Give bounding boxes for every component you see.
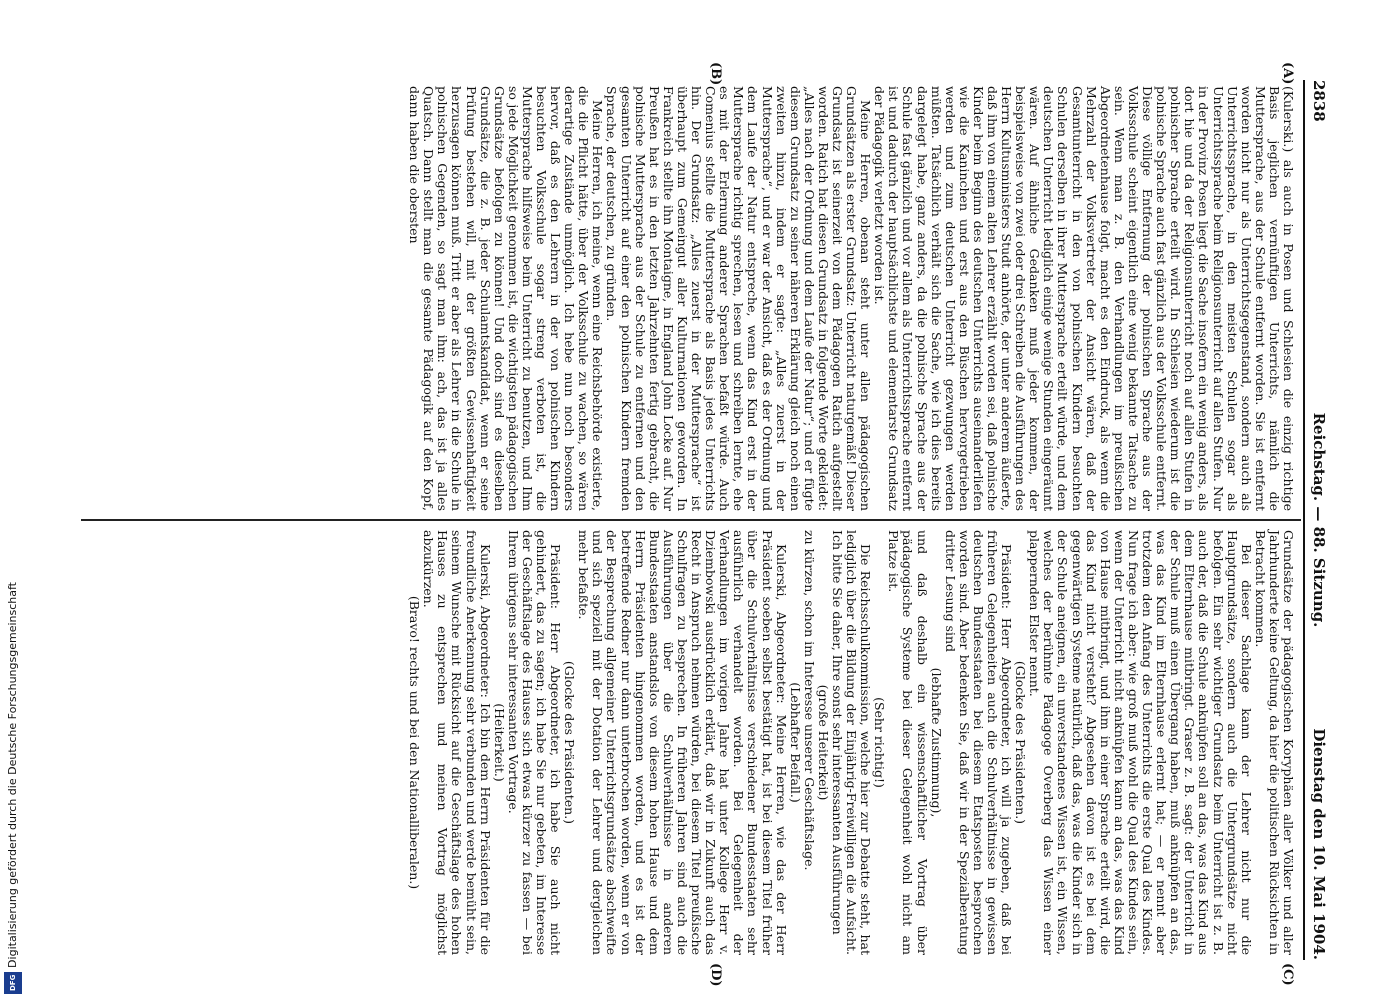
dfg-logo: DFG [4,972,22,994]
page-number: 2838 [1310,80,1328,122]
funding-footer [4,4,26,994]
funding-notice: Digitalisierung gefördert durch die Deutsche Forschungsgemeinschaft [6,582,19,968]
stage-direction: (lebhafte Zustimmung), [928,667,944,818]
margin-marker-d: (D) [708,963,723,987]
stage-direction: (Heiterkeit.) [491,703,507,782]
stage-direction: (Glocke des Präsidenten.) [1013,660,1029,825]
paragraph: (Kulerski.) als auch in Posen und Schlesien die einzig richtige Basis jeglichen vernünftigen Unterrichts, nämlich die Muttersprache, aus der Schule entfernt worden. Sie ist entfernt worden nicht nur als Unterrichtsgegenstand, sondern auch als Unterrichtssprache, in den meisten Schulen sogar als Unterrichtssprache beim Religionsunterricht auf allen Stufen. Nur in der Provinz Posen liegt die Sache insofern ein wenig anders, als dort hie und da der Religionsunterricht noch auf allen Stufen in polnischer Sprache erteilt wird. In Schlesien wiederum ist die polnische Sprache auch fast gänzlich aus der Volksschule entfernt. Diese völlige Entfernung der polnischen Sprache aus der Volksschule scheint eigentlich eine wenig bekannte Tatsache zu sein. Wenn man z. B. den Verhandlungen im preußischen Abgeordnetenhause folgt, macht es den Eindruck, als wenn die Mehrzahl der Volksvertreter der Ansicht wären, daß der Gesamtunterricht in den von polnischen Kindern besuchten Schulen derselben in ihrer Muttersprache erteilt würde, und dem deutschen Unterricht lediglich einige wenige Stunden eingeräumt wären. Auf ähnliche Gedanken muß jeder kommen, der beispielsweise von zwei oder drei Schreiben die Ausführungen des Herrn Kultusministers Studt anhörte, der unter anderem äußerte, daß ihm von einem alten Lehrer erzählt worden sei, daß polnische Kinder beim Beginn des deutschen Unterrichts auseinanderliefen wie die Kaninchen und erst aus den Büschen hervorgetrieben werden und zum deutschen Unterricht gezwungen werden müßten. Tatsächlich verhält sich die Sache, wie ich dies bereits dargelegt habe, ganz anders, da die polnische Sprache aus der Schule fast gänzlich und vor allem als Unterrichtssprache entfernt ist und dadurch der hauptsächlichste und elementarste Grundsatz der Pädagogik verletzt worden ist. [872,86,1296,511]
session-date: Dienstag den 10. Mai 1904. [1310,728,1328,960]
right-column [407,530,1295,955]
margin-marker-c: (C) [1280,963,1295,986]
stage-direction: (Glocke des Präsidenten.) [562,660,578,825]
paragraph: Meine Herren, obenan steht unter allen pädagogischen Grundsätzen als erster Grundsatz: Unterricht naturgemäß! Dieser Grundsatz ist seinerzeit von dem Pädagogen Ratich aufgestellt worden. Ratich hat diesen Grundsatz in folgende Worte gekleidet: „Alles nach der Ordnung und dem Laufe der Natur“; und er fügte diesem Grundsatz zu seiner näheren Erklärung gleich noch einen zweiten hinzu, indem er sagte: „Alles zuerst in der Muttersprache“, und er war der Ansicht, daß es der Ordnung und dem Laufe der Natur entspreche, wenn das Kind erst in der Muttersprache richtig sprechen, lesen und schreiben lernte, ehe es mit der Erlernung anderer Sprachen befaßt würde. Auch Comenius stellte die Muttersprache als Basis jedes Unterrichts hin. Der Grundsatz: „Alles zuerst in der Muttersprache“ ist überhaupt zum Gemeingut aller Kulturnationen geworden. In Frankreich stellte ihn Montaigne, in England John Locke auf. Nur Preußen hat es in den letzten Jahrzehnten fertig gebracht, die polnische Muttersprache aus der Schule zu entfernen und den gesamten Unterricht auf einer den polnischen Kindern fremden Sprache, der deutschen, zu gründen. [604,86,874,511]
session-title: Reichstag. — 88. Sitzung. [1310,412,1328,628]
stage-direction: (Sehr richtig!) [872,697,888,788]
paragraph: Meine Herren, ich meine, wenn eine Reichsbehörde existierte, die die Pflicht hätte, über der Volksschule zu wachen, so wären derartige Zustände unmöglich. Ich hebe nun noch besonders hervor, daß es den Lehrern in der von polnischen Kindern besuchten Volksschule sogar streng verboten ist, die Muttersprache hilfsweise beim Unterricht zu benutzen, und Ihm so jede Möglichkeit genommen ist, die wichtigsten pädagogischen Grundsätze befolgen zu können! Und doch sind es dieselben Grundsätze, die z. B. jeder Schulamtskandidat, wenn er seine Prüfung bestehen will, mit der größten Gewissenhaftigkeit herzusagen können muß. Tritt er aber als Lehrer in die Schule in polnischen Gegenden, so sagt man ihm: ach, das ist ja alles Quatsch. Dann stellt man die gesamte Pädagogik auf den Kopf, dann haben die obersten [407,86,606,511]
paragraph: Bei dieser Sachlage kann der Lehrer nicht nur die Hauptgrundsätze, sondern auch die Untergrundsätze nicht befolgen. Ein sehr wichtiger Grundsatz beim Unterricht ist z. B. auch der, daß die Schule anknüpfen soll an das, was das Kind aus dem Elternhause mitbringt. Graser z. B. sagt: der Unterricht in der Schule muß einen Übergang haben, muß anknüpfen an das, was das Kind im Elternhause erlernt hat; — er nennt aber trotzdem den Anfang des Unterrichts die erste Qual des Kindes. Nun frage ich aber: wie groß muß wohl die Qual des Kindes sein, wenn der Unterricht nicht anknüpfen kann an das, was das Kind von Hause mitbringt, und ihm in einer Sprache erteilt wird, die das Kind nicht versteht? Abgesehen davon ist es bei dem gegenwärtigen Systeme natürlich, daß das, was die Kinder sich in der Schule aneignen, ein unverstandenes Wissen ist, ein Wissen, welches der berühmte Pädagoge Overberg das Wissen einer plappernden Elster nennt. [1027,530,1254,955]
stage-direction: (Bravo! rechts und bei den Nationalliberalen.) [407,595,423,890]
paragraph: Kulerski, Abgeordneter: Ich bin dem Herrn Präsidenten für die freundliche Anerkennung sehr verbunden und werde bemüht sein, seinem Wunsche mit Rücksicht auf die Geschäftslage des hohen Hauses zu entsprechen und meinen Vortrag möglichst abzukürzen. [421,530,493,955]
paragraph: und daß deshalb ein wissenschaftlicher Vortrag über pädagogische Systeme bei dieser Gelegenheit wohl nicht am Platze ist. [886,530,930,955]
column-divider [81,519,1301,521]
header-rule [1303,80,1305,960]
paragraph: Präsident: Herr Abgeordneter, ich habe Sie auch nicht gehindert, das zu sagen; ich habe Sie nur gebeten, im Interesse der Geschäftslage des Hauses sich etwas kürzer zu fassen — bei Ihrem übrigens sehr interessanten Vortrage. [505,530,564,955]
paragraph: Grundsätze der pädagogischen Koryphäen aller Völker und aller Jahrhunderte keine Geltung, da hier die politischen Rücksichten in Betracht kommen. [1252,530,1296,955]
stage-direction: (Lebhafter Beifall.) [787,682,803,803]
stage-direction: (große Heiterkeit) [815,684,831,801]
left-column [407,86,1295,511]
paragraph: Die Reichsschulkommission, welche hier zur Debatte steht, hat lediglich über die Bildung der Einjährig-Freiwilligen die Aufsicht. Ich bitte Sie daher, Ihre sonst sehr interessanten Ausführungen [830,530,874,955]
margin-marker-b: (B) [708,62,723,86]
paragraph: Präsident: Herr Abgeordneter, ich will ja zugeben, daß bei früheren Gelegenheiten auch die Schulverhältnisse in gewissen deutschen Bundesstaaten bei diesem Etatsposten besprochen worden sind. Aber bedenken Sie, daß wir in der Spezialberatung dritter Lesung sind [942,530,1015,955]
paragraph: Kulerski, Abgeordneter: Meine Herren, wie das der Herr Präsident soeben selbst bestätigt hat, ist bei diesem Titel früher über die Schulverhältnisse verschiedener Bundesstaaten sehr ausführlich verhandelt worden. Bei Gelegenheit der Verhandlungen im vorigen Jahre hat unter Kollege Herr v. Dziembowski ausdrücklich erklärt, daß wir in Zukunft auch das Recht in Anspruch nehmen würden, bei diesem Titel preußische Schulfragen zu besprechen. In früheren Jahren sind auch die Ausführungen über die Schulverhältnisse in anderen Bundesstaaten anstandslos von diesem hohen Hause und dem Herrn Präsidenten hingenommen worden, und es ist der betreffende Redner nur dann unterbrochen worden, wenn er von der Besprechung allgemeiner Unterrichtsgrundsätze abschweifte und sich speziell mit der Dotation der Lehrer und dergleichen mehr befaßte. [576,530,789,955]
paragraph: zu kürzen, schon im Interesse unserer Geschäftslage. [801,530,817,871]
margin-marker-a: (A) [1280,62,1295,85]
